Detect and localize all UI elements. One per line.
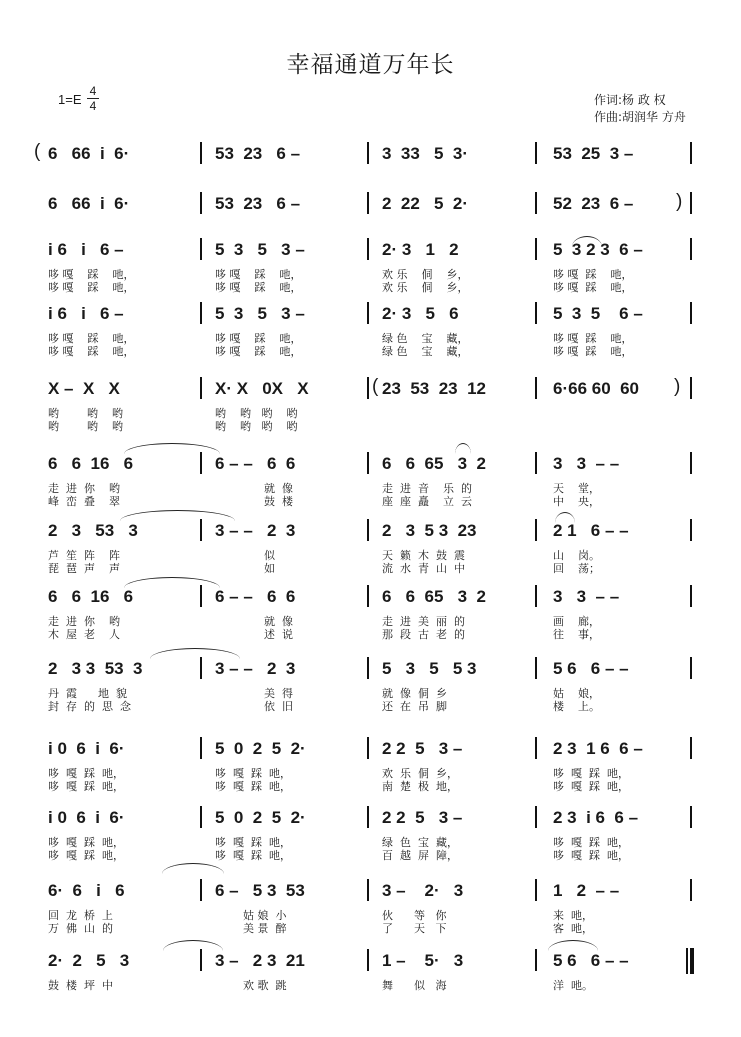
lyric-line: 似 [215,549,275,562]
bar-line [535,737,537,759]
measure-notes: 5 6 6 – – [553,659,629,678]
lyric-line: 走 进 你 哟 [48,482,120,495]
intro-open-paren: ( [34,141,41,162]
bar-line [690,806,692,828]
lyric-line: 南 楚 极 地， [382,780,458,793]
measure-notes: 2 22 5 2· [382,194,468,213]
lyric-line: 欢 乐 侗 乡， [382,268,469,281]
song-title: 幸福通道万年长 [286,52,455,78]
measure-notes: 5 3 5 5 3 [382,659,477,678]
lyric-line: 哆 嘎 踩 吔， [48,780,124,793]
time-numerator: 4 [87,84,99,99]
measure-notes: 2 1 6 – – [553,521,629,540]
lyric-line: 绿 色 宝 藏， [382,332,469,345]
lyric-line: 山 岗。 [553,549,600,562]
bar-line [367,879,369,901]
bar-line [367,452,369,474]
lyric-line: 中 央， [553,495,600,508]
lyric-line: 哟 哟 哟 哟 [215,407,298,420]
lyric-line: 哆 嘎 踩 吔， [48,836,124,849]
bar-line [535,142,537,164]
lyric-line: 就 像 [215,482,293,495]
bar-line [690,879,692,901]
lyric-line: 哆 嘎 踩 吔， [48,332,135,345]
lyric-line: 姑 娘， [553,687,600,700]
lyric-line: 欢 乐 侗 乡， [382,767,458,780]
lyric-line: 哆 嘎 踩 吔， [553,332,633,345]
bar-line [367,585,369,607]
measure-notes: i 0 6 i 6· [48,808,125,827]
measure-notes: 6 6 16 6 [48,454,134,473]
lyric-line: 哆 嘎 踩 吔， [553,767,629,780]
lyric-line: 依 旧 [215,700,293,713]
lyric-line: 哆 嘎 踩 吔， [48,767,124,780]
measure-notes: 6 6 65 3 2 [382,587,486,606]
lyric-line: 哆 嘎 踩 吔， [553,836,629,849]
lyric-line: 流 水 青 山 中 [382,562,465,575]
interlude-open-paren: ( [372,376,379,397]
lyric-line: 就 像 [215,615,293,628]
key-signature: 1=E [58,92,82,107]
measure-notes: 3 – 2· 3 [382,881,464,900]
lyric-line: 如 [215,562,275,575]
lyric-line: 走 进 美 丽 的 [382,615,465,628]
lyric-line: 画 廊， [553,615,600,628]
bar-line [200,519,202,541]
bar-line [200,806,202,828]
measure-notes: 1 – 5· 3 [382,951,464,970]
bar-line [690,142,692,164]
measure-notes: 5 0 2 5 2· [215,739,306,758]
measure-notes: X – X X [48,379,120,398]
bar-line [200,302,202,324]
measure-notes: 53 23 6 – [215,194,301,213]
measure-notes: i 6 i 6 – [48,240,124,259]
lyric-line: 封 存 的 思 念 [48,700,131,713]
lyric-line: 绿 色 宝 藏， [382,836,458,849]
lyric-line: 天 籁 木 鼓 震 [382,549,465,562]
lyric-line: 了 天 下 [382,922,447,935]
measure-notes: 2 3 3 53 3 [48,659,143,678]
measure-notes: 6 – – 6 6 [215,587,296,606]
measure-notes: 2 3 1 6 6 – [553,739,643,758]
measure-notes: 6 – – 6 6 [215,454,296,473]
bar-line [367,806,369,828]
lyric-line: 楼 上。 [553,700,600,713]
lyric-line: 就 像 侗 乡 [382,687,447,700]
lyric-line: 哆 嘎 踩 吔， [215,345,302,358]
measure-notes: 6 6 65 3 2 [382,454,486,473]
measure-notes: 6 – 5 3 53 [215,881,305,900]
score-system [0,655,741,745]
lyric-line: 哆 嘎 踩 吔， [215,332,302,345]
bar-line [367,519,369,541]
measure-notes: 53 23 6 – [215,144,301,163]
measure-notes: 2 3 53 3 [48,521,138,540]
measure-notes: 5 3 5 3 – [215,304,305,323]
measure-notes: 2 2 5 3 – [382,808,463,827]
lyric-line: 木 屋 老 人 [48,628,120,641]
bar-line [535,879,537,901]
bar-line [690,377,692,399]
bar-line [200,452,202,474]
bar-line [690,657,692,679]
bar-line [200,879,202,901]
lyric-line: 往 事， [553,628,600,641]
bar-line [200,657,202,679]
lyric-line: 峰 峦 叠 翠 [48,495,120,508]
measure-notes: 6 66 i 6· [48,144,130,163]
measure-notes: 2· 3 5 6 [382,304,459,323]
measure-notes: i 6 i 6 – [48,304,124,323]
bar-line [200,142,202,164]
lyric-line: 百 越 屏 障， [382,849,458,862]
bar-line [535,238,537,260]
lyric-line: 哆 嘎 踩 吔， [48,345,135,358]
bar-line [535,806,537,828]
lyric-line: 哆 嘎 踩 吔， [215,836,291,849]
lyric-line: 哟 哟 哟 [48,407,123,420]
bar-line [690,737,692,759]
bar-line [690,452,692,474]
lyric-line: 姑 娘 小 [215,909,287,922]
lyric-line: 回 荡； [553,562,600,575]
lyric-line: 哆 嘎 踩 吔， [553,780,629,793]
lyric-line: 还 在 吊 脚 [382,700,447,713]
measure-notes: 6· 6 i 6 [48,881,125,900]
measure-notes: 3 – – 2 3 [215,659,296,678]
interlude-close-paren: ) [674,376,681,397]
measure-notes: X· X 0X X [215,379,309,398]
measure-notes: 5 0 2 5 2· [215,808,306,827]
lyric-line: 舞 似 海 [382,979,447,992]
bar-line [200,585,202,607]
lyric-line: 欢 歌 跳 [215,979,287,992]
measure-notes: 2· 3 1 2 [382,240,459,259]
measure-notes: 3 3 – – [553,587,620,606]
bar-line [690,192,692,214]
lyric-line: 洋 吔。 [553,979,593,992]
lyric-line: 琵 琶 声 声 [48,562,120,575]
bar-line [535,585,537,607]
measure-notes: 5 3 2 3 6 – [553,240,643,259]
measure-notes: 5 3 5 3 – [215,240,305,259]
lyric-line: 座 座 矗 立 云 [382,495,472,508]
measure-notes: 3 – 2 3 21 [215,951,305,970]
measure-notes: 6·66 60 60 [553,379,640,398]
measure-notes: 6 66 i 6· [48,194,130,213]
measure-notes: 52 23 6 – [553,194,634,213]
lyric-line: 哆 嘎 踩 吔， [215,780,291,793]
bar-line [200,737,202,759]
bar-line [367,302,369,324]
final-barline [690,948,694,974]
lyric-line: 鼓 楼 坪 中 [48,979,113,992]
bar-line [535,657,537,679]
lyric-line: 走 进 你 哟 [48,615,120,628]
bar-line [535,949,537,971]
lyric-line: 哟 哟 哟 [48,420,123,433]
lyric-line: 绿 色 宝 藏， [382,345,469,358]
lyric-line: 述 说 [215,628,293,641]
measure-notes: 5 6 6 – – [553,951,629,970]
bar-line [690,238,692,260]
lyric-line: 哆 嘎 踩 吔， [215,767,291,780]
lyric-line: 哆 嘎 踩 吔， [215,268,302,281]
bar-line [200,377,202,399]
measure-notes: 3 3 – – [553,454,620,473]
lyric-line: 欢 乐 侗 乡， [382,281,469,294]
bar-line [200,238,202,260]
final-barline [686,948,688,974]
time-signature [87,84,99,113]
measure-notes: 6 6 16 6 [48,587,134,606]
measure-notes: 5 3 5 6 – [553,304,643,323]
lyricist-credit: 作词:杨 政 权 [594,93,666,107]
bar-line [367,949,369,971]
lyric-line: 哆 嘎 踩 吔， [215,849,291,862]
bar-line [690,302,692,324]
lyric-line: 回 龙 桥 上 [48,909,113,922]
measure-notes: 2 3 5 3 23 [382,521,477,540]
lyric-line: 走 进 音 乐 的 [382,482,472,495]
lyric-line: 丹 霞 地 貌 [48,687,127,700]
bar-line [200,949,202,971]
lyric-line: 那 段 古 老 的 [382,628,465,641]
bar-line [535,302,537,324]
intro-close-paren: ) [676,191,683,212]
lyric-line: 鼓 楼 [215,495,293,508]
composer-credit: 作曲:胡润华 方舟 [594,110,686,124]
bar-line [367,737,369,759]
lyric-line: 客 吔， [553,922,593,935]
time-denominator: 4 [89,99,97,113]
lyric-line: 哆 嘎 踩 吔， [553,849,629,862]
measure-notes: 2 3 i 6 6 – [553,808,639,827]
lyric-line: 哆 嘎 踩 吔， [48,281,135,294]
bar-line [535,377,537,399]
lyric-line: 哟 哟 哟 哟 [215,420,298,433]
bar-line [367,377,369,399]
lyric-line: 来 吔， [553,909,593,922]
measure-notes: 3 33 5 3· [382,144,468,163]
bar-line [535,452,537,474]
lyric-line: 哆 嘎 踩 吔， [553,268,633,281]
lyric-line: 哆 嘎 踩 吔， [553,281,633,294]
lyric-line: 伙 等 你 [382,909,447,922]
measure-notes: 1 2 – – [553,881,620,900]
measure-notes: 3 – – 2 3 [215,521,296,540]
measure-notes: 53 25 3 – [553,144,634,163]
bar-line [367,657,369,679]
bar-line [535,519,537,541]
lyric-line: 哆 嘎 踩 吔， [48,268,135,281]
lyric-line: 哆 嘎 踩 吔， [553,345,633,358]
lyric-line: 天 堂， [553,482,600,495]
measure-notes: i 0 6 i 6· [48,739,125,758]
bar-line [200,192,202,214]
bar-line [535,192,537,214]
lyric-line: 哆 嘎 踩 吔， [215,281,302,294]
bar-line [367,238,369,260]
score-system [0,947,741,1037]
lyric-line: 芦 笙 阵 阵 [48,549,120,562]
lyric-line: 美 景 醉 [215,922,287,935]
lyric-line: 美 得 [215,687,293,700]
bar-line [690,519,692,541]
bar-line [690,585,692,607]
bar-line [367,192,369,214]
measure-notes: 2 2 5 3 – [382,739,463,758]
measure-notes: 23 53 23 12 [382,379,486,398]
lyric-line: 哆 嘎 踩 吔， [48,849,124,862]
bar-line [367,142,369,164]
measure-notes: 2· 2 5 3 [48,951,130,970]
lyric-line: 万 佛 山 的 [48,922,113,935]
